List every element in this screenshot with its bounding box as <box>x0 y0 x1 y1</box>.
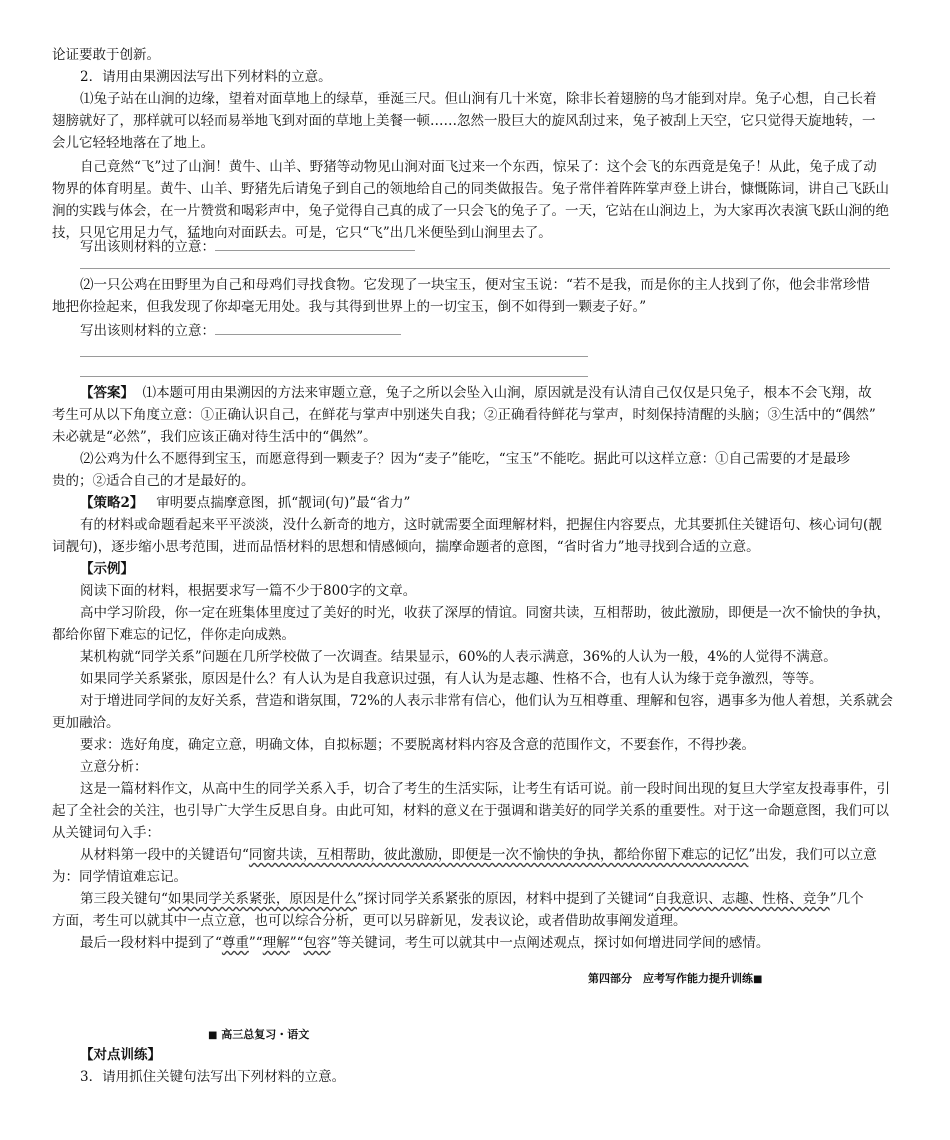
example-heading: 【示例】 <box>80 561 134 577</box>
example-line: 高中学习阶段，你一定在班集体里度过了美好的时光，收获了深厚的情谊。同窗共读，互相帮助，彼此激励，即便是一次不愉快的争执， <box>80 605 890 621</box>
example-line: 要求：选好角度，确定立意，明确文体，自拟标题；不要脱离材料内容及含意的范围作文，不要套作，不得抄袭。 <box>80 737 755 753</box>
question-3-title: 3．请用抓住关键句法写出下列材料的立意。 <box>80 1069 346 1085</box>
text-line: 论证要敢于创新。 <box>52 47 160 63</box>
answer-line[interactable] <box>80 376 588 377</box>
material-1-line: ⑴兔子站在山涧的边缘，望着对面草地上的绿草，垂涎三尺。但山涧有几十米宽，除非长着翅膀的鸟才能到对岸。兔子心想，自己长着 <box>80 91 877 107</box>
material-1-line: 翅膀就好了，那样就可以轻而易举地飞到对面的草地上美餐一顿……忽然一股巨大的旋风刮过来，兔子被刮上天空，它只觉得天旋地转，一 <box>52 113 876 129</box>
paragraph <box>52 44 160 66</box>
strategy-line: 有的材料或命题看起来平平淡淡，没什么新奇的地方，这时就需要全面理解材料，把握住内容要点，尤其要抓住关键语句、核心词句(靓 <box>80 517 882 533</box>
answer-line[interactable] <box>80 356 588 357</box>
answer-block: 【答案】 ⑴本题可用由果溯因的方法来审题立意，兔子之所以会坠入山涧，原因就是没有认清自己仅仅是只兔子，根本不会飞翔，故 <box>80 385 872 401</box>
example-line: 阅读下面的材料，根据要求写一篇不少于800字的文章。 <box>80 583 417 599</box>
material-1-line: 会儿它轻轻地落在了地上。 <box>52 135 214 151</box>
training-heading: 【对点训练】 <box>80 1047 161 1063</box>
material-1-line: 物界的体育明星。黄牛、山羊、野猪先后请兔子到自己的领地给自己的同类做报告。兔子常伴着阵阵掌声登上讲台，慷慨陈词，讲自己飞跃山 <box>52 181 889 197</box>
key-words: 自我意识、志趣、性格、竞争 <box>654 891 830 907</box>
example-line: 第三段关键句“如果同学关系紧张，原因是什么”探讨同学关系紧张的原因，材料中提到了关键词“自我意识、志趣、性格、竞争”几个 <box>80 891 864 907</box>
example-line: 都给你留下难忘的记忆，伴你走向成熟。 <box>52 627 295 643</box>
strategy-tag: 【策略2】 <box>80 495 144 511</box>
key-word: 包容 <box>303 935 331 951</box>
example-line: 立意分析： <box>80 759 148 775</box>
answer-line-text: ⑵公鸡为什么不愿得到宝玉，而愿意得到一颗麦子？因为“麦子”能吃，“宝玉”不能吃。据此可以这样立意：①自己需要的才是最珍 <box>80 451 851 467</box>
material-1-line: 技，只见它用足力气，猛地向对面跃去。可是，它只“飞”出几米便坠到山涧里去了。 <box>52 225 552 241</box>
example-line: 方面，考生可以就其中一点立意，也可以综合分析，更可以另辟新见，发表议论，或者借助故事阐发道理。 <box>52 913 687 929</box>
question-2-title: 2．请用由果溯因法写出下列材料的立意。 <box>80 69 332 85</box>
answer-blank-2[interactable] <box>215 320 401 335</box>
answer-line[interactable] <box>80 268 890 269</box>
example-line: 最后一段材料中提到了“尊重”“理解”“包容”等关键词，考生可以就其中一点阐述观点，探讨如何增进同学间的感情。 <box>80 935 770 951</box>
material-1-line: 自己竟然“飞”过了山涧！黄牛、山羊、野猪等动物见山涧对面飞过来一个东西，惊呆了：这个会飞的东西竟是兔子！从此，兔子成了动 <box>80 159 877 175</box>
strategy-line: 词靓句)，逐步缩小思考范围，进而品悟材料的思想和情感倾向，揣摩命题者的意图，“省时省力”地寻找到合适的立意。 <box>52 539 760 555</box>
answer-line-text: 未必就是“必然”，我们应该正确对待生活中的“偶然”。 <box>52 429 377 445</box>
example-line: 对于增进同学间的友好关系，营造和谐氛围，72%的人表示非常有信心，他们认为互相尊重、理解和包容，遇事多为他人着想，关系就会 <box>80 693 894 709</box>
answer-line-text: 考生可从以下角度立意：①正确认识自己，在鲜花与掌声中别迷失自我；②正确看待鲜花与掌声，时刻保持清醒的头脑；③生活中的“偶然” <box>52 407 876 423</box>
answer-tag: 【答案】 <box>80 385 134 401</box>
answer-prompt-1: 写出该则材料的立意： <box>80 236 415 258</box>
key-word: 理解 <box>262 935 290 951</box>
answer-blank-1[interactable] <box>215 236 415 251</box>
example-line: 起了全社会的关注，也引导广大学生反思自身。由此可知，材料的意义在于强调和谐美好的同学关系的重要性。对于这一命题意图，我们可以 <box>52 803 889 819</box>
material-2-line: ⑵一只公鸡在田野里为自己和母鸡们寻找食物。它发现了一块宝玉，便对宝玉说：“若不是我，而是你的主人找到了你，他会非常珍惜 <box>80 277 870 293</box>
key-sentence: 同窗共读，互相帮助，彼此激励，即便是一次不愉快的争执，都给你留下难忘的记忆 <box>248 847 749 863</box>
square-mark-icon: ■ <box>208 1030 218 1041</box>
example-line: 从材料第一段中的关键语句“同窗共读，互相帮助，彼此激励，即便是一次不愉快的争执，都给你留下难忘的记忆”出发，我们可以立意 <box>80 847 877 863</box>
example-line: 如果同学关系紧张，原因是什么？有人认为是自我意识过强，有人认为是志趣、性格不合，也有人认为缘于竞争激烈，等等。 <box>80 671 823 687</box>
example-line: 从关键词句入手： <box>52 825 160 841</box>
square-mark-icon: ■ <box>753 974 763 985</box>
example-line: 某机构就“同学关系”问题在几所学校做了一次调查。结果显示，60%的人表示满意，36%的人认为一般，4%的人觉得不满意。 <box>80 649 837 665</box>
example-line: 更加融洽。 <box>52 715 120 731</box>
page-footer: 第四部分 应考写作能力提升训练■ <box>588 972 763 985</box>
answer-prompt-2: 写出该则材料的立意： <box>80 320 401 342</box>
key-word: 尊重 <box>221 935 249 951</box>
page-header: ■ 高三总复习・语文 <box>208 1028 310 1041</box>
example-line: 为：同学情谊难忘记。 <box>52 869 187 885</box>
material-2-line: 地把你捡起来，但我发现了你却毫无用处。我与其得到世界上的一切宝玉，倒不如得到一颗麦子好。” <box>52 299 647 315</box>
material-1-line: 涧的实践与体会，在一片赞赏和喝彩声中，兔子觉得自己真的成了一只会飞的兔子了。一天，它站在山涧边上，为大家再次表演飞跃山涧的绝 <box>52 203 889 219</box>
example-line: 这是一篇材料作文，从高中生的同学关系入手，切合了考生的生活实际，让考生有话可说。前一段时间出现的复旦大学室友投毒事件，引 <box>80 781 890 797</box>
strategy-heading: 【策略2】 审明要点揣摩意图，抓“靓词(句)”最“省力” <box>80 495 411 511</box>
answer-line-text: 贵的；②适合自己的才是最好的。 <box>52 473 255 489</box>
key-sentence: 如果同学关系紧张，原因是什么 <box>167 891 357 907</box>
